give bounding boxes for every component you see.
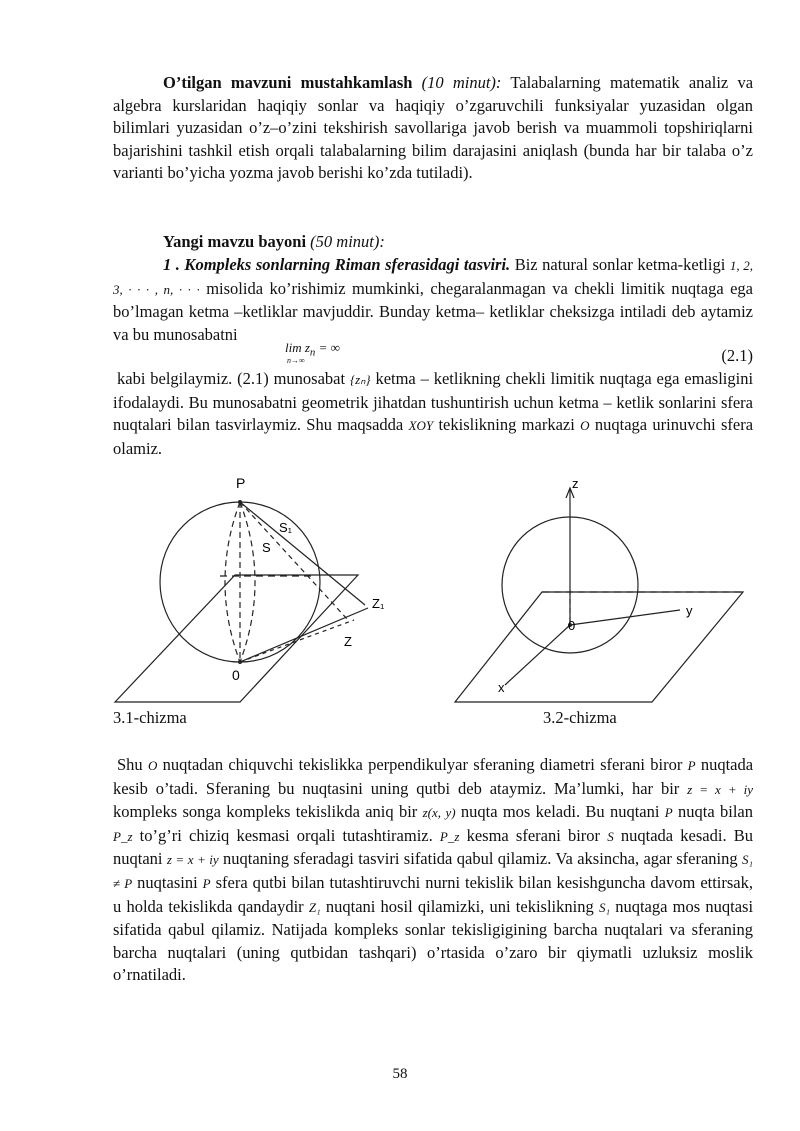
- sequence-set: {zₙ}: [349, 372, 371, 387]
- symbol-s: S: [607, 828, 614, 844]
- label-o: 0: [232, 667, 240, 683]
- text-sphere-3: tekislikning markazi: [438, 415, 575, 435]
- symbol-pz-2: P_z: [439, 828, 460, 844]
- figure-3-1: [110, 470, 400, 710]
- paragraph-stereographic: [113, 754, 753, 987]
- text-p5-8: kesma sferani biror: [466, 825, 601, 845]
- text-p5-11: nuqtasini: [137, 872, 198, 892]
- text-riemann-1: Biz natural sonlar ketma-ketligi: [514, 255, 726, 274]
- text-sphere-1: kabi belgilaymiz. (2.1) munosabat: [117, 369, 346, 388]
- time-new-topic: (50 minut):: [310, 232, 385, 251]
- text-p5-14: nuqtaga mos nuqtasi sifatida qabul qilamiz. Natijada kompleks sonlar tekisligigining barcha nuqtalari va sferaning barcha nuqtalari (uning qutbidan tashqari) o’rtasida o’zaro bir qiymatli uzluksiz moslik o’rnatiladi.: [113, 896, 754, 985]
- text-p5-7: to’g’ri chiziq kesmasi orqali tutashtiramiz.: [139, 825, 433, 845]
- limit-symbol: lim z: [285, 340, 310, 355]
- caption-3-1: 3.1-chizma: [113, 708, 187, 727]
- paragraph-consolidation: [113, 72, 753, 185]
- origin-o: O: [580, 418, 590, 434]
- text-p5-10: nuqtaning sferadagi tasviri sifatida qabul qilamiz. Va aksincha, agar sferaning: [223, 849, 738, 869]
- section-title: 1 . Kompleks sonlarning Riman sferasidagi tasviri.: [163, 255, 511, 274]
- heading-consolidation: O’tilgan mavzuni mustahkamlash: [163, 73, 413, 92]
- text-p5-13: nuqtani hosil qilamizki, uni tekislikning: [325, 896, 594, 916]
- natural-sequence: 1, 2, 3, · · · , n, · · ·: [113, 258, 753, 297]
- text-p5-5: nuqta mos keladi. Bu nuqtani: [460, 802, 660, 822]
- heading-new-topic: Yangi mavzu bayoni: [163, 232, 307, 251]
- y-axis: [570, 610, 680, 625]
- text-p5-4: kompleks songa kompleks tekislikda aniq bir: [113, 802, 418, 822]
- equation-2-1: [113, 340, 753, 368]
- paragraph-sphere-intro: [113, 368, 753, 460]
- label-z: Z: [344, 634, 352, 649]
- text-sphere-2: ketma – ketlikning chekli limitik nuqtaga ega emasligini ifodalaydi. Bu munosabatni geometrik jihatdan tushuntirish uchun ketma – ketlik sonlarini sfera nuqtalari bilan tasvirlaymiz. Shu maqsadda: [113, 369, 754, 435]
- limit-under: n→∞: [287, 355, 305, 365]
- equation-number: (2.1): [721, 346, 753, 365]
- xoy-plane: XOY: [408, 418, 434, 434]
- ray-to-z1: [240, 502, 365, 605]
- symbol-p: P: [687, 758, 696, 773]
- page-number: 58: [392, 1066, 408, 1082]
- text-consolidation: Talabalarning matematik analiz va algebra kurslaridan haqiqiy sonlar va haqiqiy o’zgaruvchili funksiyalar yuzasidan olgan bilimlari yuzasidan o’z–o’zini tekshirish savollariga javob berish va muammoli topshiriqlarni bajarishini tashkil etish orqali talabalarning bilim darajasini aniqlash (bunda har bir talaba o’z varianti bo’yicha yozma javob berishi ko’zda tutiladi).: [113, 73, 754, 183]
- pole-point: [238, 500, 242, 504]
- label-z-axis: z: [572, 476, 579, 491]
- symbol-s1: S₁: [598, 899, 610, 915]
- label-p: P: [236, 475, 246, 491]
- symbol-o: O: [147, 758, 158, 773]
- paragraph-new-topic: [113, 231, 753, 254]
- label-z1: Z₁: [372, 596, 385, 611]
- limit-rhs: = ∞: [318, 340, 340, 355]
- label-x-axis: x: [498, 680, 505, 695]
- text-sphere-4: nuqtaga urinuvchi sfera olamiz.: [113, 415, 754, 458]
- text-p5-2: nuqtadan chiquvchi tekislikka perpendikulyar sferaning diametri sferani biror: [162, 755, 683, 774]
- paragraph-riemann: [113, 254, 753, 346]
- symbol-z1: Z₁: [308, 899, 321, 915]
- symbol-zxy: z(x, y): [422, 805, 456, 821]
- x-axis: [505, 625, 570, 685]
- ray-to-z: [240, 502, 348, 620]
- meridian-1: [225, 502, 240, 662]
- text-p5-1: Shu: [117, 755, 143, 774]
- label-o-2: 0: [568, 618, 576, 633]
- figure-3-2: [430, 470, 750, 710]
- symbol-p-2: P: [664, 805, 673, 821]
- label-y-axis: y: [686, 603, 693, 618]
- meridian-2: [240, 502, 255, 662]
- symbol-z-2: z = x + iy: [166, 852, 219, 868]
- label-s: S: [262, 540, 271, 555]
- text-p5-12: sfera qutbi bilan tutashtiruvchi nurni tekislik bilan kesishguncha davom ettirsak, u holda tekislikda qandaydir: [113, 872, 754, 916]
- limit-expression: [285, 340, 340, 365]
- symbol-p-3: P: [202, 875, 211, 891]
- text-riemann-2: misolida ko’rishimiz mumkinki, chegaralanmagan va chekli limitik nuqtaga ega bo’lmagan ketma –ketliklar mavjuddir. Bunday ketma– ketliklar cheksizga intiladi deb aytamiz va bu munosabatni: [113, 278, 753, 344]
- symbol-s1-ne-p: S₁ ≠ P: [113, 852, 754, 891]
- symbol-z: z = x + iy: [687, 781, 753, 797]
- text-p5-3: nuqtada kesib o’tadi. Sferaning bu nuqtasini uning qutbi deb ataymiz. Ma’lumki, har bir: [113, 755, 754, 798]
- label-s1: S₁: [279, 520, 293, 535]
- caption-3-2: 3.2-chizma: [543, 708, 617, 727]
- symbol-pz: P_z: [113, 828, 133, 844]
- text-p5-9: nuqtada kesadi. Bu nuqtani: [113, 825, 753, 869]
- text-p5-6: nuqta bilan: [678, 802, 754, 822]
- limit-subscript: n: [309, 346, 316, 359]
- time-consolidation: (10 minut):: [421, 73, 502, 92]
- origin-point: [238, 660, 242, 664]
